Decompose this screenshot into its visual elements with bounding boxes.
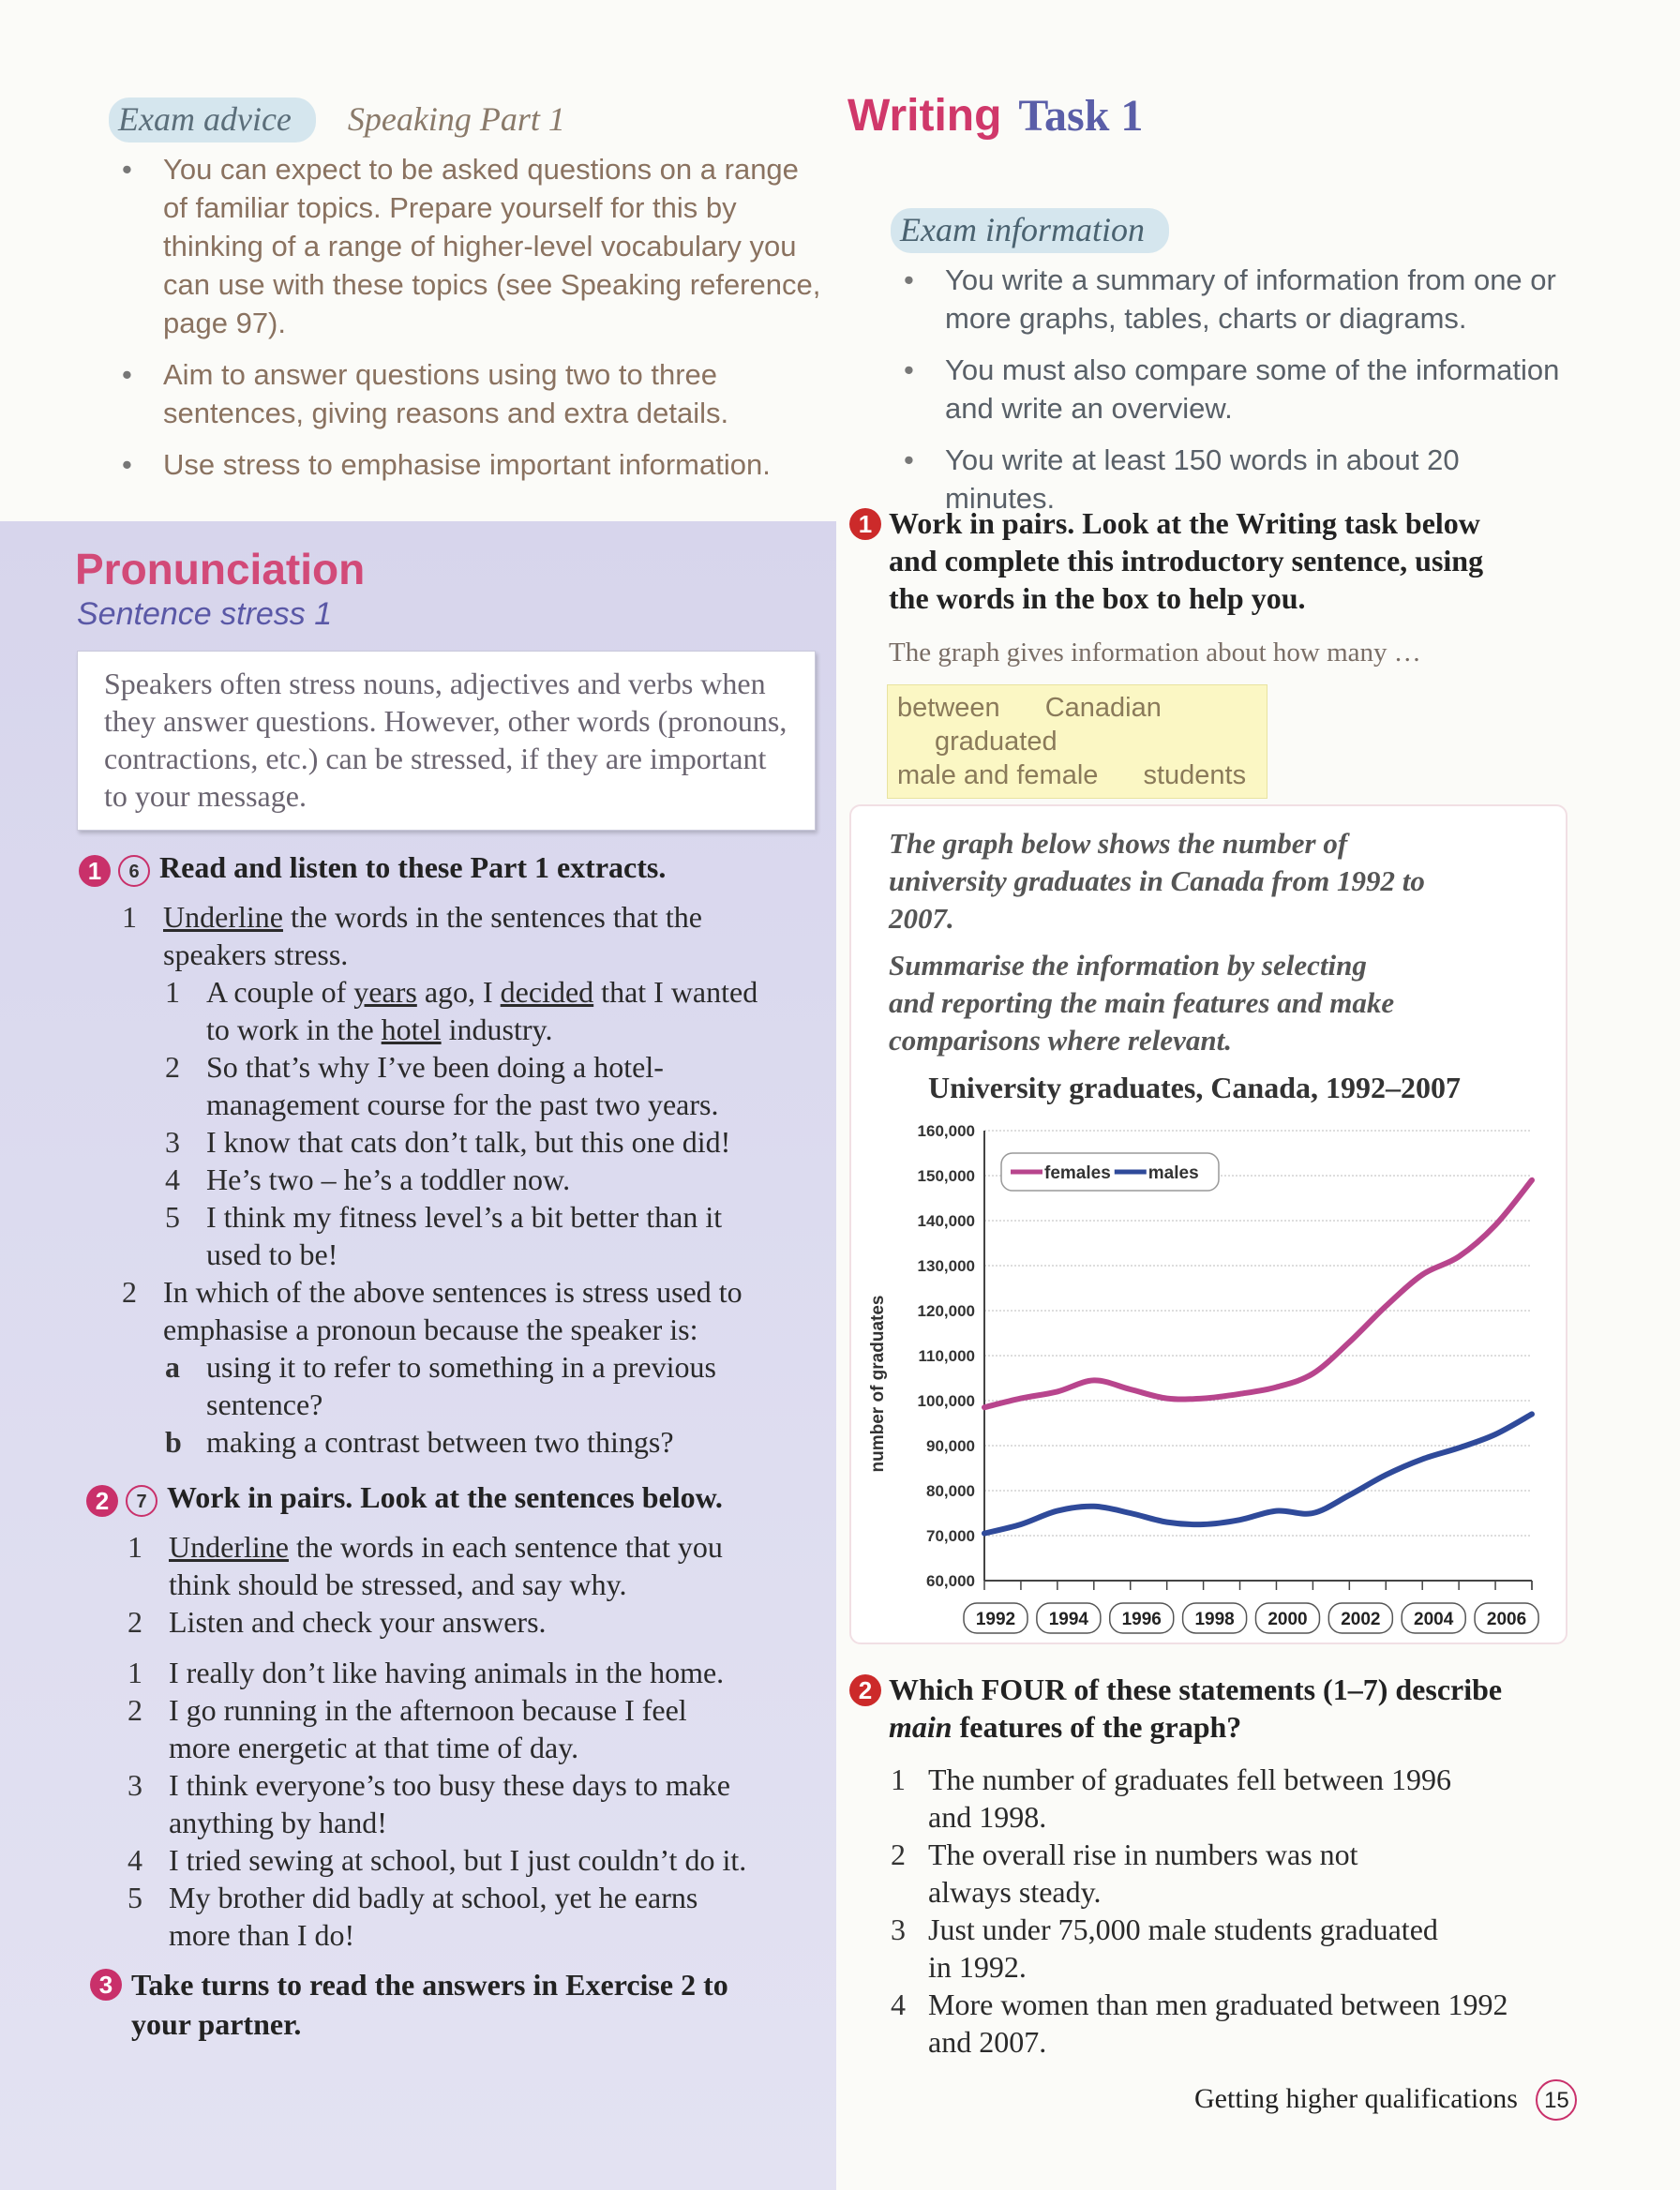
task-text: The graph below shows the number of [889,827,1348,860]
item-text: the words in each sentence that you [288,1530,723,1564]
x-tick-label: 1994 [1048,1610,1089,1629]
ex2-heading [86,1478,723,1517]
list-item [122,1273,816,1348]
exam-information-list [891,261,1566,518]
item-text: I think my fitness level’s a bit better than it [206,1200,723,1234]
item-text: more energetic at that time of day. [169,1731,579,1764]
list-item [126,1879,838,1954]
chart-title: University graduates, Canada, 1992–2007 [928,1071,1462,1104]
list-item [891,1911,1575,1986]
list-item [122,1123,816,1161]
list-item: • You write at least 150 words in about 20 minutes. [891,441,1566,518]
item-text: think should be stressed, and say why. [169,1568,627,1601]
exam-advice-section: Speaking Part 1 [347,100,565,138]
item-letter: b [165,1425,182,1459]
task-text: Summarise the information by selecting [889,949,1367,982]
task-prompt-1 [889,825,1545,938]
writing-title-b: Task 1 [1018,91,1144,141]
item-text: and 2007. [928,2025,1047,2059]
y-tick-label: 110,000 [918,1347,975,1365]
line-chart [862,1112,1552,1637]
task-prompt-2 [889,947,1545,1059]
list-item [126,1603,819,1641]
list-item [126,1841,838,1879]
item-text: In which of the above sentences is stress used to [163,1275,742,1309]
underlined-word: Underline [163,900,283,934]
item-text: management course for the past two years. [206,1088,719,1121]
item-number: 1 [128,1656,142,1689]
y-tick-label: 130,000 [917,1257,975,1275]
legend-label: males [1148,1163,1199,1183]
item-text: used to be! [206,1238,338,1271]
item-number: 1 [165,975,180,1009]
writing-title-a: Writing [848,91,1002,141]
item-text: and 1998. [928,1800,1047,1834]
exercise-heading-text: your partner. [131,2007,302,2041]
item-number: 4 [891,1988,906,2021]
y-tick-label: 160,000 [917,1122,975,1140]
word-option: Canadian [1044,693,1162,723]
item-text: that I wanted [593,975,758,1009]
exercise-heading-text: Take turns to read the answers in Exercise 2 to [131,1968,728,2002]
list-item [122,1348,816,1423]
item-number: 3 [891,1912,906,1946]
word-option: male and female [897,760,1099,790]
item-number: 2 [891,1838,906,1871]
pronunciation-note: Speakers often stress nouns, adjectives and verbs when they answer questions. However, other words (pronouns, contractions, etc.) can be stressed, if they are important to your message. [77,651,816,831]
item-text: A couple of [206,975,354,1009]
item-text: the words in the sentences that the [282,900,702,934]
item-text: I tried sewing at school, but I just couldn’t do it. [169,1843,747,1877]
word-option: graduated [935,727,1058,757]
item-number: 4 [165,1162,180,1196]
exam-advice-tag: Exam advice [109,98,316,142]
item-number: 4 [128,1843,142,1877]
item-text: using it to refer to something in a previous [206,1350,716,1384]
item-number: 2 [165,1050,180,1084]
item-text: I go running in the afternoon because I feel [169,1693,687,1727]
list-item [126,1528,819,1603]
x-tick-label: 2000 [1268,1610,1308,1629]
item-number: 2 [122,1275,137,1309]
series-line-males [984,1414,1532,1533]
task-text: comparisons where relevant. [889,1024,1232,1057]
list-item [122,898,816,973]
x-tick-label: 2004 [1414,1610,1454,1629]
item-text: ago, I [416,975,501,1009]
x-tick-label: 2002 [1341,1610,1381,1629]
item-text: in 1992. [928,1950,1027,1984]
exercise-heading-text: the words in the box to help you. [889,581,1306,615]
list-item: • You must also compare some of the information and write an overview. [891,351,1566,428]
underlined-word: decided [500,975,594,1009]
underlined-word: Underline [169,1530,289,1564]
item-text: emphasise a pronoun because the speaker is: [163,1312,698,1346]
exam-information [891,208,1566,531]
ex1-heading [79,848,666,887]
item-text: industry. [441,1012,553,1046]
item-number: 3 [128,1768,142,1802]
writing-ex1-heading [849,504,1562,617]
task-text: university graduates in Canada from 1992 to [889,864,1425,897]
exercise-heading-text: and complete this introductory sentence, using [889,544,1484,578]
y-axis [918,1122,984,1590]
item-text: I think everyone’s too busy these days to make [169,1768,730,1802]
item-text: speakers stress. [163,938,349,971]
item-text: He’s two – he’s a toddler now. [206,1162,571,1196]
item-number: 1 [128,1530,142,1564]
x-tick-label: 2006 [1486,1610,1527,1629]
list-item: • Use stress to emphasise important information. [109,445,821,484]
ex2-sentences [126,1654,838,1954]
task-text: and reporting the main features and make [889,986,1395,1019]
exercise-number: 2 [86,1485,118,1517]
item-number: 5 [128,1881,142,1914]
list-item [122,973,816,1048]
underlined-word: hotel [381,1012,442,1046]
footer-title: Getting higher qualifications [1194,2083,1518,2114]
y-tick-label: 120,000 [917,1302,975,1320]
list-item [122,1161,816,1198]
exam-information-tag: Exam information [891,208,1169,253]
audio-track-icon[interactable]: 7 [126,1485,158,1517]
task-text: 2007. [889,902,954,935]
writing-title [848,90,1143,142]
y-tick-label: 60,000 [926,1572,975,1590]
audio-track-icon[interactable]: 6 [118,855,150,887]
item-text: I know that cats don’t talk, but this one did! [206,1125,731,1159]
item-text: sentence? [206,1388,323,1421]
emphasis-word: main [889,1710,952,1744]
ex1-tasks [122,898,816,1461]
intro-sentence-stem: The graph gives information about how many … [889,638,1421,668]
writing-ex2-heading [849,1671,1562,1746]
word-option: between [897,693,1000,723]
exam-advice-list [109,150,821,484]
page-footer [1194,2079,1577,2121]
item-letter: a [165,1350,180,1384]
list-item [122,1198,816,1273]
exercise-heading-text: Work in pairs. Look at the sentences below. [167,1480,723,1514]
list-item [126,1691,838,1766]
page-number: 15 [1536,2079,1577,2121]
x-tick-label: 1996 [1121,1610,1162,1629]
y-tick-label: 80,000 [926,1482,975,1500]
item-text: Listen and check your answers. [169,1605,547,1639]
legend-label: females [1044,1163,1111,1183]
list-item [126,1654,838,1691]
item-number: 5 [165,1200,180,1234]
series-line-females [984,1180,1532,1407]
exercise-number: 2 [849,1674,881,1706]
y-tick-label: 90,000 [926,1437,975,1455]
y-tick-label: 140,000 [917,1212,975,1230]
list-item: • Aim to answer questions using two to three sentences, giving reasons and extra details. [109,355,821,432]
word-box [887,684,1268,799]
item-text: making a contrast between two things? [206,1425,674,1459]
y-axis-label: number of graduates [868,1295,888,1473]
exam-advice [109,98,821,497]
item-text: So that’s why I’ve been doing a hotel- [206,1050,664,1084]
pronunciation-subtitle: Sentence stress 1 [77,596,333,632]
list-item [122,1423,816,1461]
list-item: • You write a summary of information from one or more graphs, tables, charts or diagrams. [891,261,1566,338]
item-text: My brother did badly at school, yet he earns [169,1881,698,1914]
y-tick-label: 100,000 [917,1392,975,1410]
item-number: 2 [128,1605,142,1639]
item-text: Just under 75,000 male students graduated [928,1912,1438,1946]
exercise-heading-text: Which FOUR of these statements (1–7) describe [889,1672,1503,1706]
word-option: students [1143,760,1247,790]
item-text: I really don’t like having animals in the home. [169,1656,725,1689]
list-item [126,1766,838,1841]
x-tick-label: 1998 [1194,1610,1235,1629]
y-tick-label: 70,000 [926,1527,975,1545]
item-number: 1 [122,900,137,934]
exercise-heading-text: features of the graph? [952,1710,1242,1744]
chart-legend [1001,1153,1219,1191]
exercise-number: 1 [79,855,111,887]
item-text: anything by hand! [169,1806,387,1839]
item-number: 3 [165,1125,180,1159]
exercise-heading-text: Work in pairs. Look at the Writing task below [889,506,1480,540]
x-tick-label: 1992 [975,1610,1016,1629]
chart-series [984,1180,1532,1534]
item-number: 1 [891,1762,906,1796]
list-item [122,1048,816,1123]
pronunciation-title: Pronunciation [75,545,366,593]
ex3-heading [90,1965,821,2044]
exercise-heading-text: Read and listen to these Part 1 extracts. [159,850,667,884]
item-text: to work in the [206,1012,382,1046]
item-number: 2 [128,1693,142,1727]
list-item: • You can expect to be asked questions on a range of familiar topics. Prepare yourself for this by thinking of a range of higher-level vocabulary you can use with these topics (see Speaking reference, page 97). [109,150,821,342]
list-item [891,1836,1575,1911]
list-item [891,1761,1575,1836]
item-text: more than I do! [169,1918,355,1952]
item-text: The number of graduates fell between 1996 [928,1762,1452,1796]
underlined-word: years [353,975,417,1009]
exercise-number: 3 [90,1969,122,2001]
item-text: The overall rise in numbers was not [928,1838,1358,1871]
x-axis [964,1581,1538,1633]
writing-ex2-statements [891,1761,1575,2061]
y-tick-label: 150,000 [917,1167,975,1185]
item-text: More women than men graduated between 1992 [928,1988,1508,2021]
list-item [891,1986,1575,2061]
item-text: always steady. [928,1875,1102,1909]
ex2-tasks [126,1528,819,1641]
exercise-number: 1 [849,508,881,540]
